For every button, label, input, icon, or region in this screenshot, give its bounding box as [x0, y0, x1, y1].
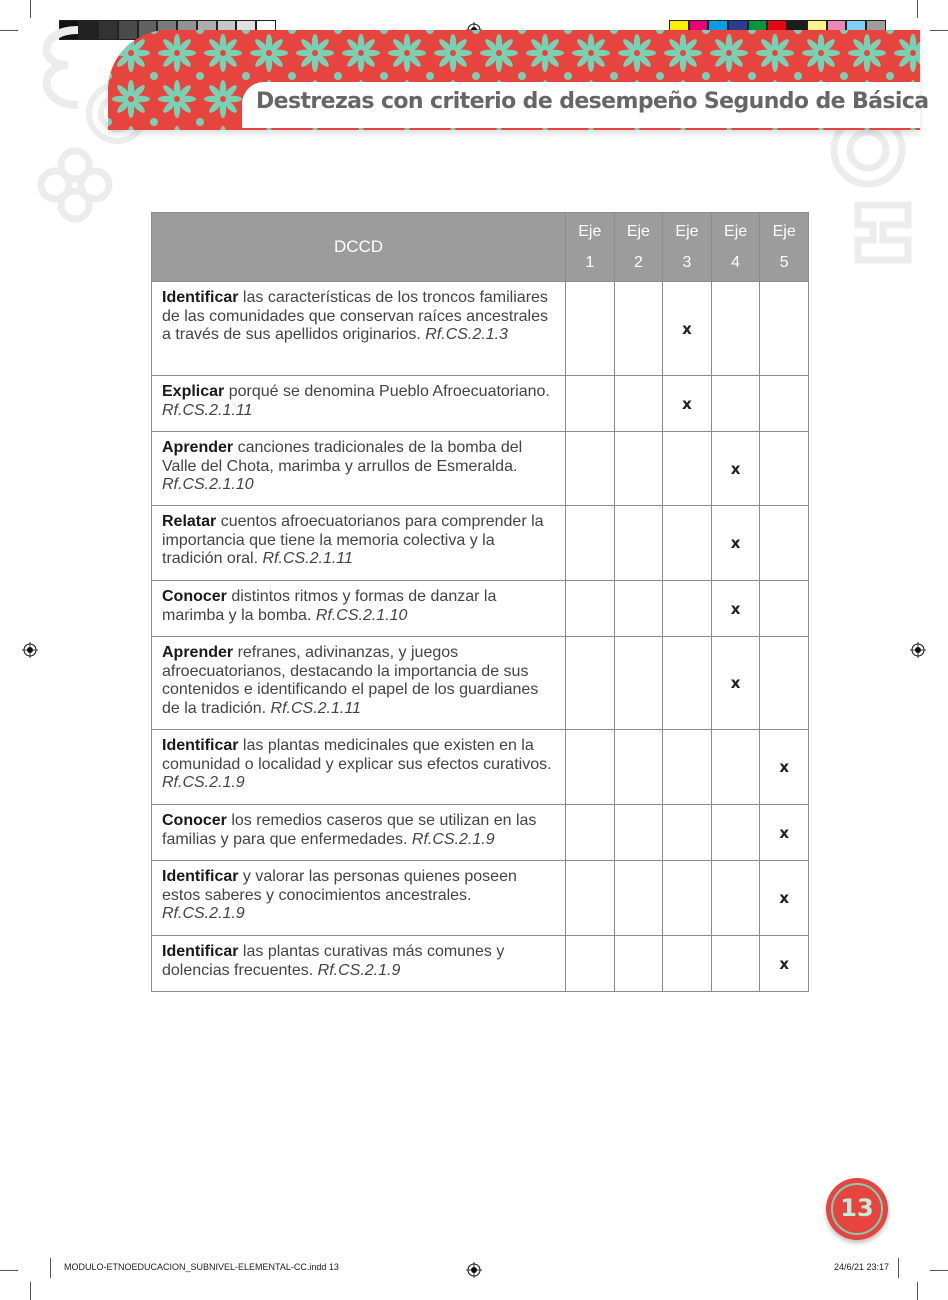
eje-3-mark [663, 805, 712, 861]
eje-5-mark [760, 637, 809, 730]
column-header-eje-1: Eje 1 [566, 213, 615, 282]
page-number-badge [826, 1178, 888, 1240]
eje-4-mark: x [711, 432, 760, 506]
column-header-eje-4: Eje 4 [711, 213, 760, 282]
dccd-table [151, 212, 809, 992]
table-row [152, 376, 809, 432]
crop-mark [917, 1282, 918, 1300]
skill-description: Aprender refranes, adivinanzas, y juegos afroecuatorianos, destacando la importancia de sus contenidos e identificando el papel de los guardianes de la tradición. Rf.CS.2.1.11 [152, 637, 566, 730]
eje-4-mark [711, 376, 760, 432]
eje-2-mark [614, 282, 663, 376]
eje-1-mark [566, 376, 615, 432]
eje-2-mark [614, 506, 663, 581]
eje-4-mark [711, 936, 760, 992]
column-header-eje-5: Eje 5 [760, 213, 809, 282]
spiral-ornament-icon [848, 195, 918, 270]
eje-4-mark [711, 861, 760, 936]
eje-3-mark: x [663, 376, 712, 432]
slug-filename: MODULO-ETNOEDUCACION_SUBNIVEL-ELEMENTAL-CC.indd 13 [64, 1262, 339, 1272]
eje-1-mark [566, 936, 615, 992]
table-header-row [152, 213, 809, 282]
eje-2-mark [614, 805, 663, 861]
eje-2-mark [614, 376, 663, 432]
table-row [152, 506, 809, 581]
skill-description: Conocer los remedios caseros que se utilizan en las familias y para que enfermedades. Rf.CS.2.1.9 [152, 805, 566, 861]
eje-5-mark: x [760, 805, 809, 861]
eje-4-mark: x [711, 506, 760, 581]
eje-5-mark [760, 376, 809, 432]
eje-3-mark [663, 861, 712, 936]
crop-mark [30, 1282, 31, 1300]
page-title: Destrezas con criterio de desempeño Segundo de Básica [256, 89, 929, 114]
table-row [152, 282, 809, 376]
eje-5-mark: x [760, 730, 809, 805]
skill-description: Identificar las plantas curativas más comunes y dolencias frecuentes. Rf.CS.2.1.9 [152, 936, 566, 992]
eje-3-mark [663, 581, 712, 637]
table-row [152, 861, 809, 936]
spiral-ornament-icon [28, 20, 88, 110]
crop-mark [50, 1258, 51, 1278]
eje-3-mark [663, 506, 712, 581]
eje-1-mark [566, 637, 615, 730]
eje-4-mark: x [711, 581, 760, 637]
table-row [152, 637, 809, 730]
eje-4-mark [711, 805, 760, 861]
column-header-eje-2: Eje 2 [614, 213, 663, 282]
table-row [152, 805, 809, 861]
eje-5-mark [760, 581, 809, 637]
crop-mark [898, 1258, 899, 1278]
eje-3-mark: x [663, 282, 712, 376]
column-header-dccd: DCCD [152, 213, 566, 282]
crop-mark [930, 1270, 948, 1271]
skill-description: Identificar las plantas medicinales que existen en la comunidad o localidad y explicar sus efectos curativos. Rf.CS.2.1.9 [152, 730, 566, 805]
registration-mark-icon [910, 642, 926, 658]
eje-3-mark [663, 730, 712, 805]
eje-2-mark [614, 730, 663, 805]
eje-2-mark [614, 432, 663, 506]
table-row [152, 730, 809, 805]
eje-5-mark: x [760, 936, 809, 992]
eje-5-mark: x [760, 861, 809, 936]
eje-1-mark [566, 730, 615, 805]
skill-description: Conocer distintos ritmos y formas de danzar la marimba y la bomba. Rf.CS.2.1.10 [152, 581, 566, 637]
eje-1-mark [566, 432, 615, 506]
eje-5-mark [760, 506, 809, 581]
eje-1-mark [566, 282, 615, 376]
spiral-ornament-icon [30, 140, 120, 230]
page-number: 13 [840, 1194, 874, 1222]
eje-5-mark [760, 282, 809, 376]
skill-description: Aprender canciones tradicionales de la bomba del Valle del Chota, marimba y arrullos de Esmeralda. Rf.CS.2.1.10 [152, 432, 566, 506]
registration-mark-icon [466, 1262, 482, 1278]
crop-mark [0, 30, 18, 31]
table-row [152, 936, 809, 992]
column-header-eje-3: Eje 3 [663, 213, 712, 282]
eje-1-mark [566, 581, 615, 637]
eje-1-mark [566, 805, 615, 861]
skill-description: Relatar cuentos afroecuatorianos para comprender la importancia que tiene la memoria colectiva y la tradición oral. Rf.CS.2.1.11 [152, 506, 566, 581]
eje-2-mark [614, 581, 663, 637]
eje-4-mark [711, 730, 760, 805]
eje-2-mark [614, 936, 663, 992]
eje-3-mark [663, 637, 712, 730]
color-swatch [98, 20, 118, 40]
slug-datetime: 24/6/21 23:17 [834, 1262, 890, 1272]
eje-5-mark [760, 432, 809, 506]
eje-2-mark [614, 861, 663, 936]
crop-mark [917, 0, 918, 18]
table-row [152, 581, 809, 637]
crop-mark [30, 0, 31, 18]
eje-1-mark [566, 506, 615, 581]
crop-mark [930, 30, 948, 31]
eje-4-mark [711, 282, 760, 376]
color-swatch [118, 20, 138, 40]
crop-mark [0, 1270, 18, 1271]
eje-2-mark [614, 637, 663, 730]
skill-description: Identificar las características de los troncos familiares de las comunidades que conservan raíces ancestrales a través de sus apellidos originarios. Rf.CS.2.1.3 [152, 282, 566, 376]
eje-3-mark [663, 432, 712, 506]
table-row [152, 432, 809, 506]
eje-1-mark [566, 861, 615, 936]
eje-3-mark [663, 936, 712, 992]
skill-description: Explicar porqué se denomina Pueblo Afroecuatoriano. Rf.CS.2.1.11 [152, 376, 566, 432]
registration-mark-icon [22, 642, 38, 658]
skill-description: Identificar y valorar las personas quienes poseen estos saberes y conocimientos ancestrales. Rf.CS.2.1.9 [152, 861, 566, 936]
eje-4-mark: x [711, 637, 760, 730]
